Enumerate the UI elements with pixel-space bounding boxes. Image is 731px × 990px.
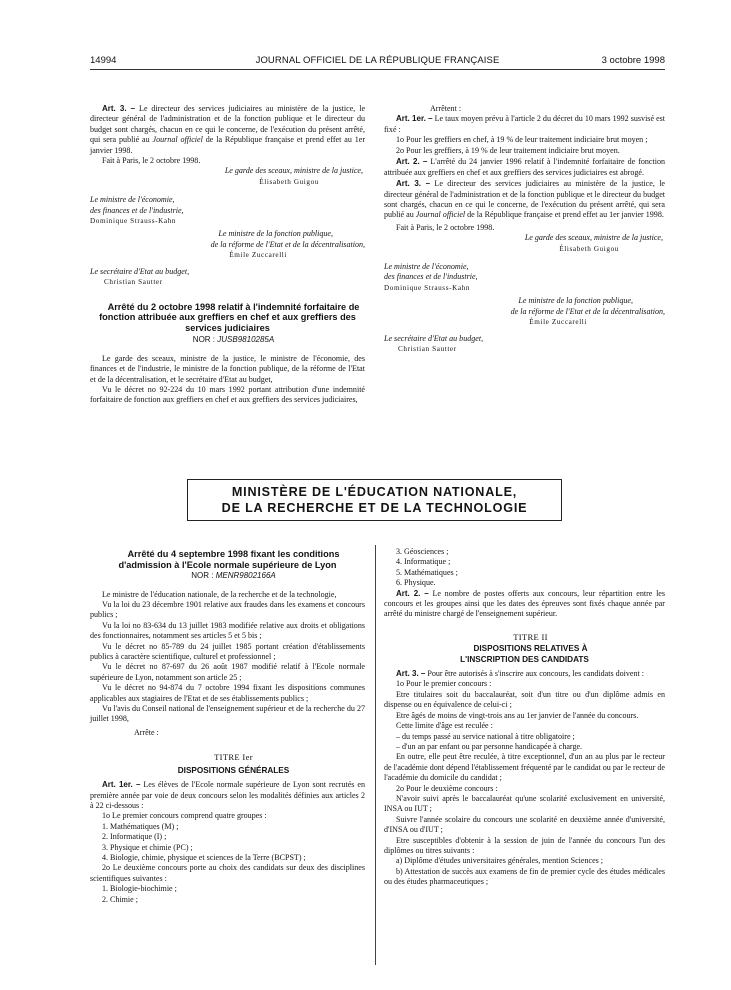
list-item: 3. Géosciences ; (396, 547, 449, 556)
list-item: En outre, elle peut être reculée, à titre exceptionnel, d'un an au plus par le recteur de l'académie dont dépend l'établissement fréquenté par le candidat ou par le recteur de l'académie du domicile du candidat ; (384, 752, 665, 783)
list-item: 5. Mathématiques ; (396, 567, 458, 577)
article-1: Art. 1er. – Le taux moyen prévu à l'article 2 du décret du 10 mars 1992 susvisé est fixé : (384, 114, 666, 134)
signature-name: Émile Zuccarelli (229, 251, 287, 260)
signature-name: Christian Sautter (104, 278, 163, 287)
top-right-column (384, 104, 665, 354)
arrete: Arrête : (134, 727, 159, 737)
signature-role: Le ministre de l'économie, (90, 195, 175, 205)
list-item: 6. Physique. (396, 578, 436, 588)
list-item: 2o Pour le deuxième concours : (396, 783, 498, 793)
signature-role: des finances et de l'industrie, (90, 205, 184, 215)
article-3: Art. 3. – Le directeur des services judiciaires au ministère de la justice, le directeur général de l'administration et de la fonction publique et le directeur du budget sont chargés, chacun en ce qui le concerne, de l'exécution du présent arrêté, qui sera publié au Journal officiel de la République française et prend effet au 1er janvier 1998. (384, 179, 666, 220)
decree-visa: Vu le décret no 85-789 du 24 juillet 1985 portant création d'établissements publics à caractère scientifique, culturel et professionnel ; (90, 641, 365, 662)
list-item: 3. Physique et chimie (PC) ; (102, 842, 193, 852)
list-item: Cette limite d'âge est reculée : (396, 721, 493, 731)
article-2: Art. 2. – Le nombre de postes offerts aux concours, leur répartition entre les concours et les groupes ainsi que les dates des épreuves sont fixés chaque année par arrêté du ministre chargé de l'enseignement supérieur. (384, 588, 666, 619)
fait-a-paris: Fait à Paris, le 2 octobre 1998. (102, 156, 201, 166)
signature-role: Le ministre de la fonction publique, (218, 229, 333, 239)
decree-title: Arrêté du 4 septembre 1998 fixant les conditions d'admission à l'Ecole normale supérieure de Lyon (118, 549, 340, 570)
titre-heading: TITRE II (513, 631, 548, 642)
signature-role: de la réforme de l'Etat et de la décentralisation, (210, 239, 365, 249)
page-header (90, 55, 665, 69)
titre-subheading: DISPOSITIONS RELATIVES À L'INSCRIPTION DES CANDIDATS (460, 644, 589, 664)
list-item: 1. Biologie-biochimie ; (102, 884, 177, 894)
list-item: Etre susceptibles d'obtenir à la session de juin de l'année du concours l'un des diplômes ou titres suivants : (384, 835, 665, 855)
column-separator (375, 545, 376, 965)
nor-reference: NOR : JUSB9810285A (192, 335, 275, 345)
header-rule (90, 69, 665, 70)
list-item: 4. Biologie, chimie, physique et sciences de la Terre (BCPST) ; (102, 852, 306, 862)
signature-name: Christian Sautter (398, 344, 457, 353)
top-left-column (90, 104, 365, 406)
signature-role: Le garde des sceaux, ministre de la justice, (524, 233, 663, 243)
list-item: a) Diplôme d'études universitaires générales, mention Sciences ; (396, 856, 604, 866)
titre-heading: TITRE Ier (214, 752, 253, 763)
signature-name: Dominique Strauss-Kahn (384, 283, 471, 292)
decree-visa: Vu la loi no 83-634 du 13 juillet 1983 modifiée relative aux droits et obligations des fonctionnaires, notamment ses articles 5 et 5 bis ; (90, 620, 365, 641)
page-number: 14994 (90, 55, 117, 66)
signature-role: Le secrétaire d'Etat au budget, (384, 333, 484, 343)
fait-a-paris: Fait à Paris, le 2 octobre 1998. (396, 222, 495, 232)
signature-name: Élisabeth Guigou (259, 177, 319, 186)
bottom-right-column (384, 547, 665, 888)
list-item: 4. Informatique ; (396, 557, 451, 567)
list-item: 2. Chimie ; (102, 894, 138, 904)
decree-visa: Vu le décret no 92-224 du 10 mars 1992 portant attribution d'une indemnité forfaitaire de fonction aux greffiers en chef et aux greffiers des services judiciaires, (90, 384, 365, 405)
article-1: Art. 1er. – Les élèves de l'Ecole normale supérieure de Lyon sont recrutés en première année par voie de deux concours selon les modalités définies aux articles 2 à 22 ci-dessous : (90, 780, 365, 810)
list-item: 1o Le premier concours comprend quatre groupes : (102, 811, 267, 821)
decree-preamble: Le garde des sceaux, ministre de la justice, le ministre de l'économie, des finances et de l'industrie, le ministre de la fonction publique, de la réforme de l'Etat et de la décentralisation, et le secrétaire d'Etat au budget, (90, 353, 365, 384)
list-item: – du temps passé au service national à titre obligatoire ; (396, 731, 575, 741)
list-item: 2o Le deuxième concours porte au choix des candidats sur deux des disciplines scientifiques suivantes : (90, 863, 365, 883)
list-item: b) Attestation de succès aux examens de fin de premier cycle des études médicales ou des études pharmaceutiques ; (384, 866, 665, 887)
signature-name: Émile Zuccarelli (529, 318, 587, 327)
ministry-heading-box (187, 479, 562, 521)
signature-role: Le ministre de la fonction publique, (518, 296, 633, 306)
decree-visa: Vu la loi du 23 décembre 1901 relative aux fraudes dans les examens et concours publics ; (90, 600, 365, 620)
signature-role: des finances et de l'industrie, (384, 272, 478, 282)
article-3: Art. 3. – Le directeur des services judiciaires au ministère de la justice, le directeur général de l'administration et de la fonction publique et le directeur du budget sont chargés, chacun en ce qui le concerne, de l'exécution du présent arrêté, qui sera publié au Journal officiel de la République française et prend effet au 1er janvier 1998. (90, 104, 366, 155)
list-item: – d'un an par enfant ou par personne handicapée à charge. (396, 741, 583, 751)
decree-visa: Vu le décret no 94-874 du 7 octobre 1994 fixant les dispositions communes applicables aux stagiaires de l'Etat et de ses établissements publics ; (90, 683, 365, 703)
article-1-item: 2o Pour les greffiers, à 19 % de leur traitement indiciaire brut moyen. (396, 145, 620, 155)
ministry-line-2: DE LA RECHERCHE ET DE LA TECHNOLOGIE (221, 501, 528, 515)
list-item: 1. Mathématiques (M) ; (102, 821, 179, 831)
signature-name: Dominique Strauss-Kahn (90, 217, 177, 226)
signature-role: Le ministre de l'économie, (384, 262, 469, 272)
article-2: Art. 2. – L'arrêté du 24 janvier 1996 relatif à l'indemnité forfaitaire de fonction attribuée aux greffiers en chef et aux greffiers des services judiciaires est abrogé. (384, 157, 666, 177)
signature-role: Le secrétaire d'Etat au budget, (90, 266, 190, 276)
bottom-left-column (90, 549, 365, 905)
issue-date: 3 octobre 1998 (601, 55, 665, 66)
arretent: Arrêtent : (430, 104, 462, 113)
decree-preamble: Le ministre de l'éducation nationale, de la recherche et de la technologie, (102, 589, 337, 599)
list-item: Etre âgés de moins de vingt-trois ans au 1er janvier de l'année du concours. (396, 710, 639, 720)
titre-subheading: DISPOSITIONS GÉNÉRALES (177, 765, 290, 775)
list-item: Suivre l'année scolaire du concours une scolarité en deuxième année d'université, d'INSA ou d'IUT ; (384, 814, 665, 835)
signature-role: de la réforme de l'Etat et de la décentralisation, (510, 306, 665, 316)
decree-visa: Vu l'avis du Conseil national de l'enseignement supérieur et de la recherche du 27 juillet 1998, (90, 704, 365, 724)
ministry-line-1: MINISTÈRE DE L'ÉDUCATION NATIONALE, (231, 485, 518, 499)
signature-role: Le garde des sceaux, ministre de la justice, (224, 166, 363, 176)
decree-title: Arrêté du 2 octobre 1998 relatif à l'indemnité forfaitaire de fonction attribuée aux greffiers en chef et aux greffiers des services judiciaires (99, 301, 360, 333)
list-item: 1o Pour le premier concours : (396, 679, 492, 689)
list-item: N'avoir suivi après le baccalauréat qu'une scolarité exclusivement en université, INSA ou IUT ; (384, 793, 665, 814)
nor-reference: NOR : MENR9802166A (191, 571, 276, 581)
article-1-item: 1o Pour les greffiers en chef, à 19 % de leur traitement indiciaire brut moyen ; (396, 135, 648, 145)
list-item: 2. Informatique (I) ; (102, 832, 167, 842)
journal-title: JOURNAL OFFICIEL DE LA RÉPUBLIQUE FRANÇAISE (255, 55, 500, 66)
article-3: Art. 3. – Pour être autorisés à s'inscrire aux concours, les candidats doivent : (396, 669, 645, 679)
signature-name: Élisabeth Guigou (559, 244, 619, 253)
decree-visa: Vu le décret no 87-697 du 26 août 1987 modifié relatif à l'Ecole normale supérieure de Lyon, notamment son article 25 ; (90, 662, 365, 682)
list-item: Etre titulaires soit du baccalauréat, soit d'un titre ou d'un diplôme admis en dispense ou en équivalence de celui-ci ; (384, 689, 665, 710)
